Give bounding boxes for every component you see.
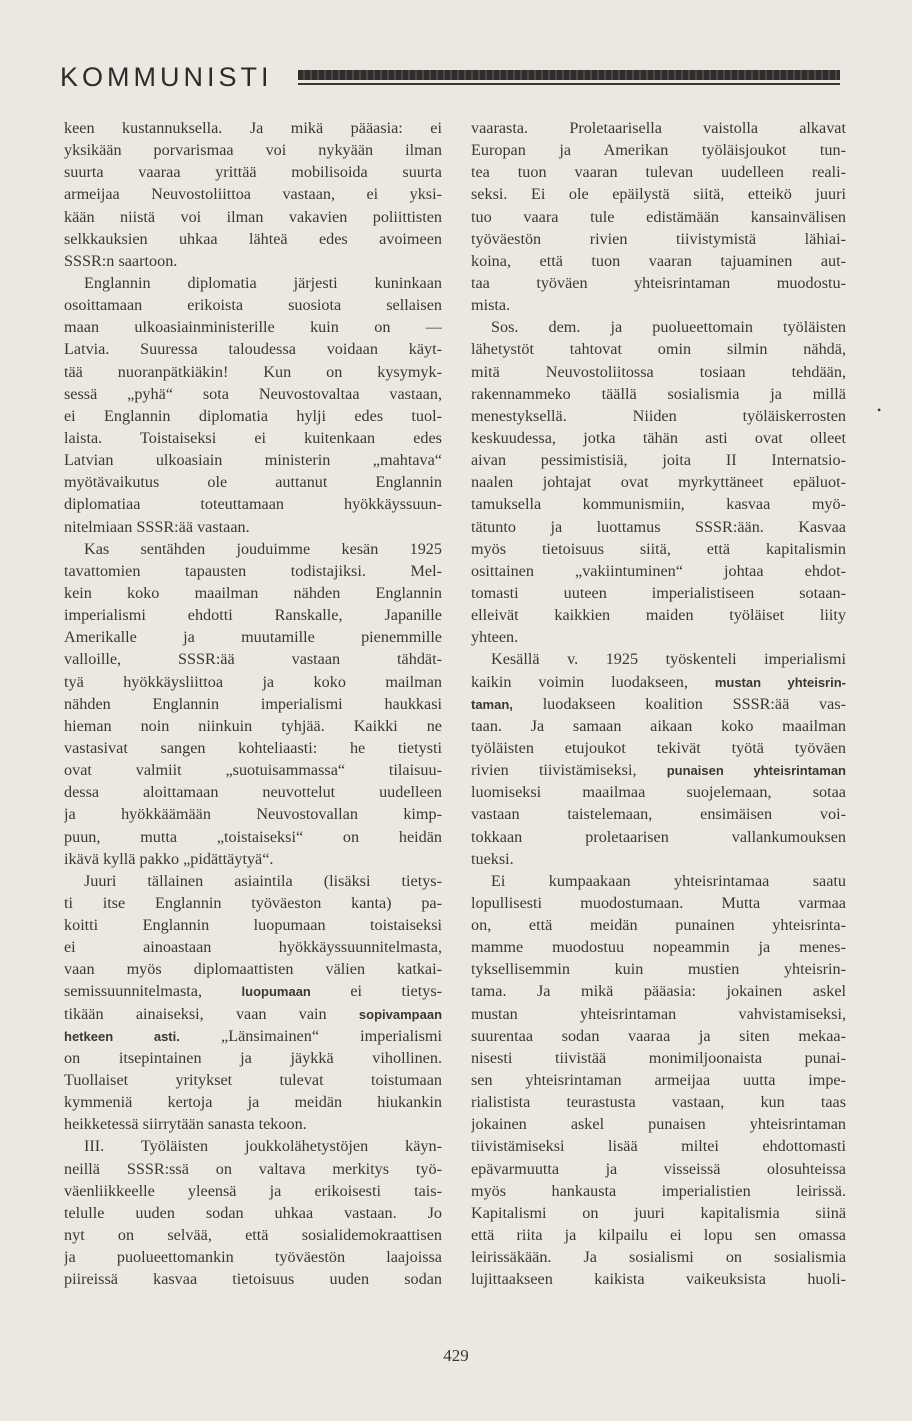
text-line: koina, että tuon vaaran tajuaminen aut-	[471, 251, 846, 270]
right-column	[471, 117, 846, 1313]
text-line: vastasivat sangen kohteliaasti: he tietysti	[64, 738, 442, 757]
text-line: rakennammeko täällä sosialismia ja millä	[471, 384, 846, 403]
text-line: Kesällä v. 1925 työskenteli imperialismi	[491, 650, 846, 669]
text-line: tätunto ja luottamus SSSR:ään. Kasvaa	[471, 517, 846, 536]
text-line: SSSR:n saartoon.	[64, 251, 178, 270]
text-line: Kapitalismi on juuri kapitalismia siinä	[471, 1203, 846, 1222]
bold-text-span: luopumaan	[241, 984, 311, 1000]
page-number: 429	[443, 1346, 469, 1365]
text-line: tamuksella kommunismiin, kasvaa myö-	[471, 495, 846, 514]
text-line-mixed	[471, 759, 846, 781]
text-line: dessa aloittamaan neuvottelut uudelleen	[64, 783, 442, 802]
text-line: suurta vaaraa yrittää mobilisoida suurta	[64, 163, 442, 182]
text-line: puun, mutta „toistaiseksi“ on heidän	[64, 827, 442, 846]
text-line: aivan pessimistisiä, joita II Internatsio-	[471, 451, 846, 470]
text-line: myös tietoisuus siitä, että kapitalismin	[471, 539, 846, 558]
text-line: rialistista teurastusta vastaan, kun taas	[471, 1093, 846, 1112]
text-line: nisesti tiivistää monimiljoonaista punai-	[471, 1048, 846, 1067]
text-span: luodakseen koalition SSSR:ää vas-	[542, 694, 846, 713]
text-line: valloille, SSSR:ää vastaan tähdät-	[64, 650, 442, 669]
journal-title: KOMMUNISTI	[60, 62, 273, 92]
text-line: lopullisesti muodostumaan. Mutta varmaa	[471, 893, 846, 912]
left-column	[64, 117, 442, 1290]
text-line: menestyksellä. Niiden työläiskerrosten	[471, 406, 846, 425]
text-line: mitä Neuvostoliitossa tosiaan tehdään,	[471, 362, 846, 381]
text-line: tomasti uuteen imperialistiseen sotaan-	[471, 583, 846, 602]
bold-text-span: sopivampaan	[358, 1006, 442, 1022]
text-line: kään niistä voi ilman vakavien poliittisten	[64, 207, 442, 226]
text-line: laista. Toistaiseksi ei kuitenkaan edes	[64, 428, 442, 447]
text-line: telulle uuden sodan uhkaa vastaan. Jo	[64, 1203, 442, 1222]
text-line: heikketessä siirrytään sanasta tekoon.	[64, 1115, 307, 1134]
text-line: myös hankausta imperialistien leirissä.	[471, 1181, 846, 1200]
text-line: Juuri tällainen asiaintila (lisäksi tietys-	[84, 871, 442, 890]
text-line: sessä „pyhä“ sota Neuvostovaltaa vastaan,	[64, 384, 442, 403]
text-line: maan ulkoasiainministerille kuin on —	[64, 318, 442, 337]
text-line: tyä hyökkäysliittoa ja koko mailman	[64, 672, 442, 691]
text-line: III. Työläisten joukkolähetystöjen käyn-	[84, 1137, 442, 1156]
text-line: koitti Englannin luopumaan toistaiseksi	[64, 916, 442, 935]
text-span: tikään ainaiseksi, vaan vain	[64, 1004, 327, 1023]
text-line: keen kustannuksella. Ja mikä pääasia: ei	[64, 119, 442, 137]
text-line: Latvian ulkoasiain ministerin „mahtava“	[64, 451, 442, 470]
text-line: nähden Englannin imperialismi haukkasi	[64, 694, 442, 713]
text-line: työväestön rivien tiivistymistä lähiai-	[471, 229, 846, 248]
text-line: naalen johtajat ovat myrkyttäneet epäluot-	[471, 473, 846, 492]
header-rule-thin	[298, 83, 840, 85]
text-line: Europan ja Amerikan työläisjoukot tun-	[471, 141, 846, 160]
text-line: kymmeniä kertoja ja meidän hiukankin	[64, 1093, 442, 1112]
text-line: lähetystöt tahtovat omin silmin nähdä,	[471, 340, 846, 359]
text-line: taa työväen yhteisrintaman muodostu-	[471, 273, 846, 292]
text-line: epävarmuutta ja visseissä olosuhteissa	[471, 1159, 846, 1178]
text-line: ei ainoastaan hyökkäyssuunnitelmasta,	[64, 938, 442, 957]
text-line: osoittamaan erikoista suosiota sellaisen	[64, 296, 442, 315]
text-line: tea tuon vaaran tulevan uudelleen reali-	[471, 163, 846, 182]
text-line: sen yhteisrintaman armeijaa uutta impe-	[471, 1071, 846, 1090]
bold-text-span: hetkeen asti.	[64, 1028, 180, 1044]
text-line: ovat valmiit „suotuisammassa“ tilaisuu-	[64, 761, 442, 780]
text-line: ti itse Englannin työväeston kanta) pa-	[64, 893, 442, 912]
text-line: armeijaa Neuvostoliittoa vastaan, ei yksi-	[64, 185, 442, 204]
page-header	[60, 58, 840, 94]
text-line: mamme muodostuu nopeammin ja menes-	[471, 938, 846, 957]
text-line: ikävä kyllä pakko „pidättäytyä“.	[64, 849, 274, 868]
text-line: tokkaan proletaarisen vallankumouksen	[471, 827, 846, 846]
text-line: suurentaa sodan vaaraa ja siten mekaa-	[471, 1026, 846, 1045]
text-span: kaikin voimin luodakseen,	[471, 672, 688, 691]
margin-dot-mark: •	[877, 403, 882, 417]
text-line-mixed	[64, 1003, 442, 1025]
text-line: tama. Ja mikä pääasia: jokainen askel	[471, 982, 846, 1001]
text-line: vaan myös diplomaattisten välien katkai-	[64, 960, 442, 979]
text-line-mixed	[471, 693, 846, 715]
text-line: tavattomien tapausten todistajiksi. Mel-	[64, 561, 442, 580]
text-span: semissuunnitelmasta,	[64, 982, 203, 1001]
text-line: tuo vaara tule edistämään kansainvälisen	[471, 207, 846, 226]
text-line: nyt on selvää, että sosialidemokraattisen	[64, 1226, 442, 1245]
text-line: keskuudessa, jotka tähän asti ovat olleet	[471, 428, 846, 447]
text-line: tueksi.	[471, 849, 514, 868]
text-line: yksikään porvarismaa voi nykyään ilman	[64, 141, 442, 160]
text-line: leirissäkään. Ja sosialismi on sosialismia	[471, 1248, 846, 1267]
text-line: on, että meidän punainen yhteisrinta-	[471, 916, 846, 935]
text-line: imperialismi ehdotti Ranskalle, Japanille	[64, 606, 442, 625]
text-line: ei Englannin diplomatia hylji edes tuol-	[64, 406, 442, 425]
text-line: tää nuoranpätkiäkin! Kun on kysymyk-	[64, 362, 442, 381]
text-line: Amerikalle ja muutamille pienemmille	[64, 628, 442, 647]
text-line: on itsepintainen ja jäykkä vihollinen.	[64, 1048, 442, 1067]
text-line: Latvia. Suuressa taloudessa voidaan käyt-	[64, 340, 442, 359]
text-line: väenliikkeelle yleensä ja erikoisesti tais-	[64, 1181, 442, 1200]
text-span: ei tietys-	[350, 982, 442, 1001]
text-line: Englannin diplomatia järjesti kuninkaan	[84, 273, 442, 292]
text-line: diplomatiaa toteuttamaan hyökkäyssuun-	[64, 495, 442, 514]
text-line: tyksellisemmin kuin mustien yhteisrin-	[471, 960, 846, 979]
text-line: seksi. Ei ole epäilystä siitä, etteikö juuri	[471, 185, 846, 204]
text-line: että riita ja kilpailu ei lopu sen omassa	[471, 1226, 846, 1245]
text-line: työläisten etujoukot tekivät työtä työväen	[471, 738, 846, 757]
text-line: piireissä kasvaa tietoisuus uuden sodan	[64, 1270, 442, 1289]
text-line: nitelmiaan SSSR:ää vastaan.	[64, 517, 250, 536]
header-rule	[298, 70, 840, 80]
bold-text-span: mustan yhteisrin-	[714, 674, 846, 690]
text-line: osittainen „vakiintuminen“ johtaa ehdot-	[471, 561, 846, 580]
text-line: hieman noin niinkuin tyhjää. Kaikki ne	[64, 716, 442, 735]
text-line: kein koko maailman nähden Englannin	[64, 583, 442, 602]
text-line: elleivät kaikkien maiden työläiset liity	[471, 606, 846, 625]
text-line: myötävaikutus ole auttanut Englannin	[64, 473, 442, 492]
text-line: yhteen.	[471, 628, 519, 647]
text-line: selkkauksien uhkaa lähteä edes avoimeen	[64, 229, 442, 248]
text-line: Kas sentähden jouduimme kesän 1925	[84, 539, 442, 558]
text-line: mustan yhteisrintaman vahvistamiseksi,	[471, 1004, 846, 1023]
text-line-mixed	[64, 980, 442, 1002]
text-line: vastaan taistelemaan, ensimäisen voi-	[471, 805, 846, 824]
text-line: Tuollaiset yritykset tulevat toistumaan	[64, 1071, 442, 1090]
text-line: jokainen askel punaisen yhteisrintaman	[471, 1115, 846, 1134]
text-line: luomiseksi maailmaa suojelemaan, sotaa	[471, 783, 846, 802]
bold-text-span: punaisen yhteisrintaman	[666, 763, 846, 779]
text-line: lujittaakseen kaikista vaikeuksista huoli-	[471, 1270, 846, 1289]
text-line: taan. Ja samaan aikaan koko maailman	[471, 716, 846, 735]
text-line-mixed	[471, 671, 846, 693]
text-line: ja hyökkäämään Neuvostovallan kimp-	[64, 805, 442, 824]
text-span: rivien tiivistämiseksi,	[471, 761, 637, 780]
text-line: mista.	[471, 296, 511, 315]
text-line	[471, 1290, 846, 1312]
bold-text-span: taman,	[471, 696, 513, 712]
text-line-mixed	[64, 1025, 442, 1047]
text-line: Ei kumpaakaan yhteisrintamaa saatu	[491, 871, 846, 890]
text-line: neillä SSSR:ssä on valtava merkitys työ-	[64, 1159, 442, 1178]
text-line: tiivistämiseksi lisää miltei ehdottomasti	[471, 1137, 846, 1156]
text-line: vaarasta. Proletaarisella vaistolla alkavat	[471, 119, 846, 137]
text-line: ja puolueettomankin työväestön laajoissa	[64, 1248, 442, 1267]
text-span: „Länsimainen“ imperialismi	[221, 1026, 442, 1045]
text-line: Sos. dem. ja puolueettomain työläisten	[491, 318, 846, 337]
